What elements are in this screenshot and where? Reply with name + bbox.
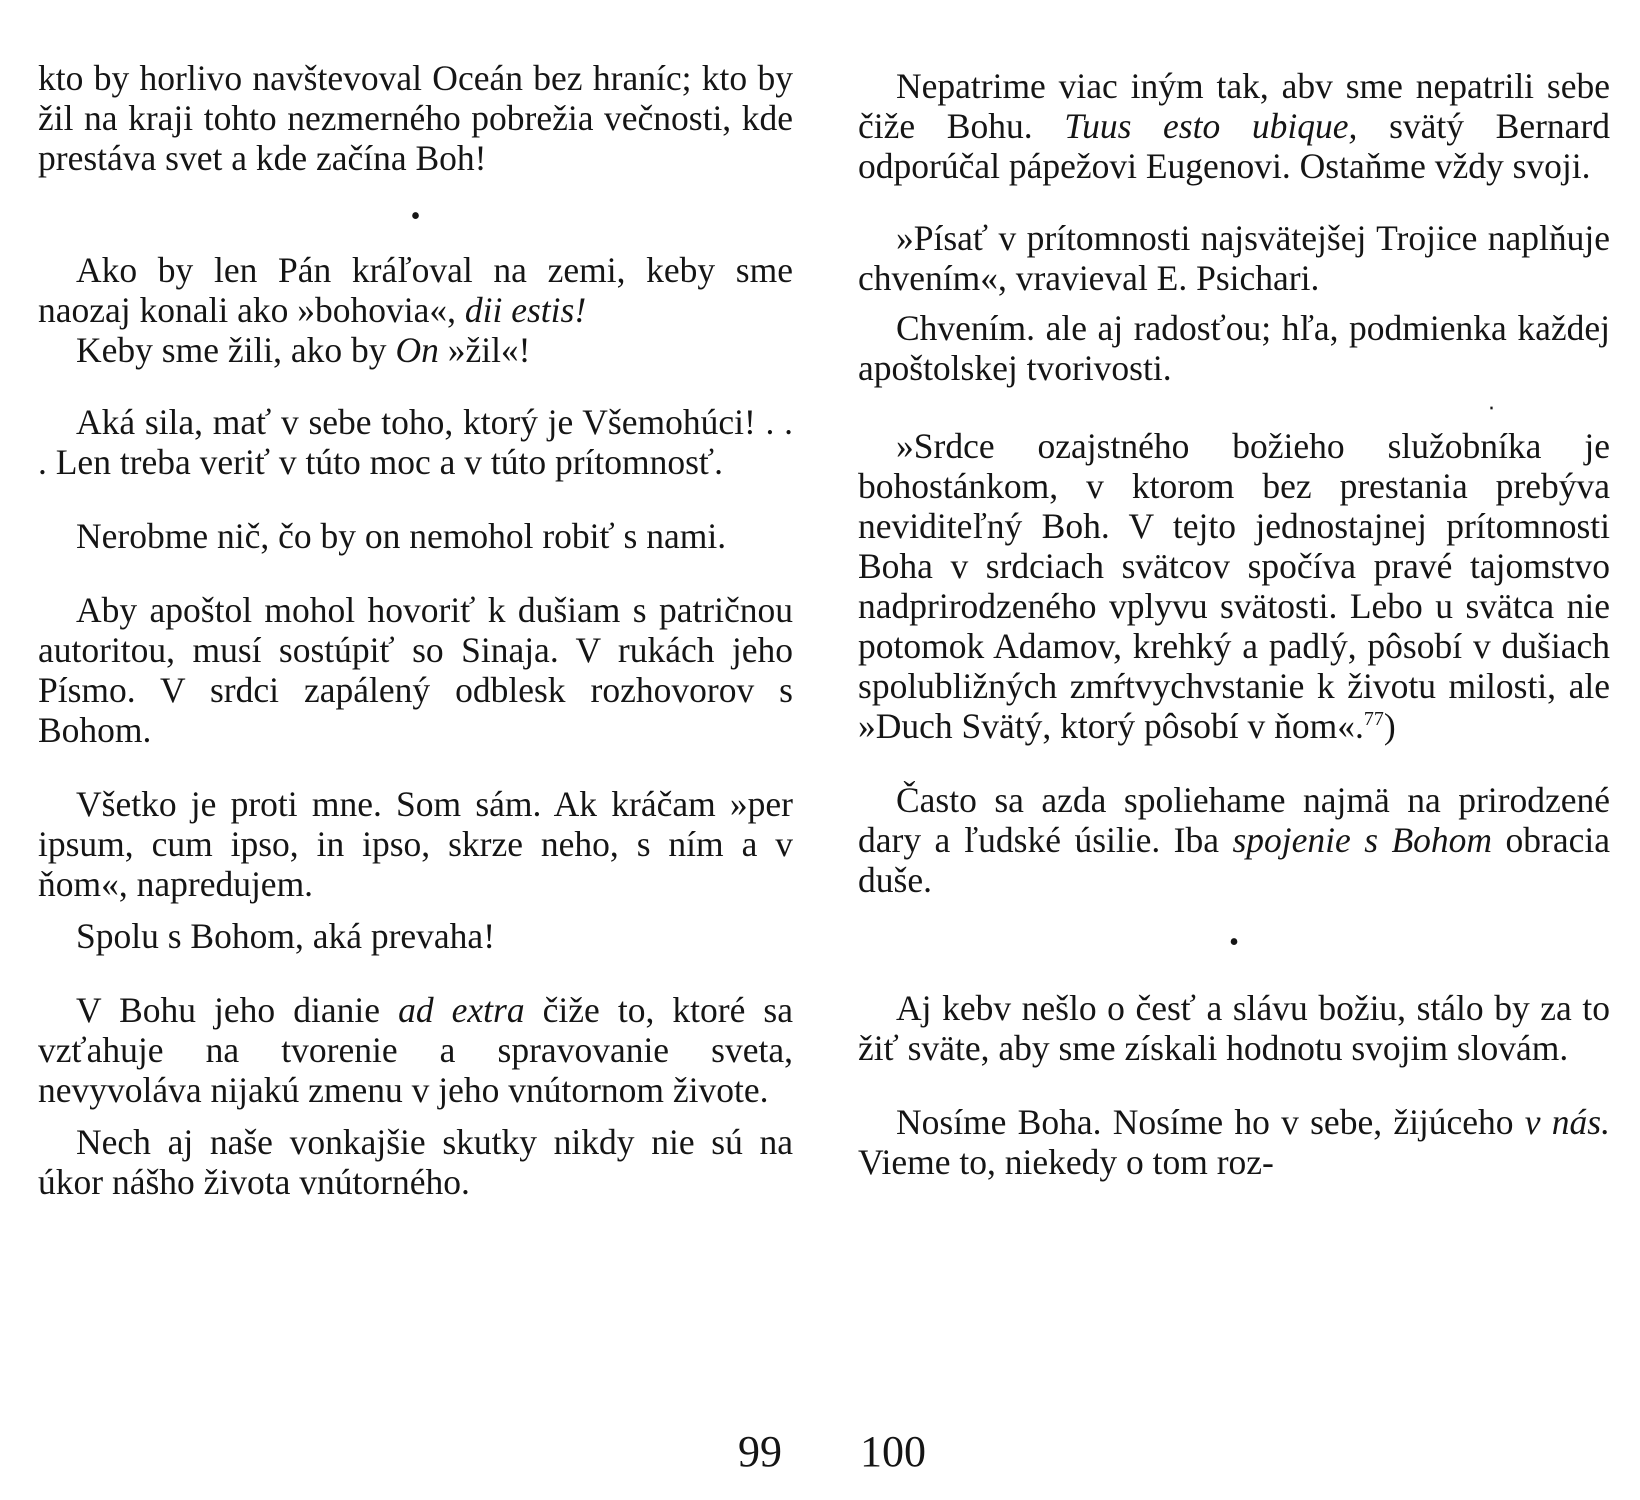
page-number: 99 [738,1427,782,1476]
separator-bullet [38,202,793,232]
paragraph: Aby apoštol mohol hovoriť k dušiam s patričnou autoritou, musí sostúpiť so Sinaja. V rukách jeho Písmo. V srdci zapálený odblesk rozhovorov s Bohom. [38,590,793,750]
paragraph: Chvením. ale aj radosťou; hľa, podmienka každej apoštolskej tvorivosti. [858,308,1610,388]
paragraph: Spolu s Bohom, aká prevaha! [76,916,496,956]
paragraph: »Písať v prítomnosti najsvätejšej Trojice naplňuje chvením«, vravieval E. Psichari. [858,218,1610,298]
paragraph: Nech aj naše vonkajšie skutky nikdy nie sú na úkor nášho života vnútorného. [38,1122,793,1202]
paragraph: Ako by len Pán kráľoval na zemi, keby sme naozaj konali ako »bohovia«, dii estis! [38,250,793,330]
paragraph: Keby sme žili, ako by On »žil«! [76,330,531,370]
separator-dot [858,398,1610,420]
paragraph: Aká sila, mať v sebe toho, ktorý je Všemohúci! . . . Len treba veriť v túto moc a v túto prítomnosť. [38,402,793,482]
paragraph: Nosíme Boha. Nosíme ho v sebe, žijúceho v nás. Vieme to, niekedy o tom roz- [858,1102,1610,1182]
paragraph: Aj kebv nešlo o česť a slávu božiu, stálo by za to žiť sväte, aby sme získali hodnotu svojim slovám. [858,988,1610,1068]
paragraph: Nerobme nič, čo by on nemohol robiť s nami. [76,516,727,556]
paragraph: V Bohu jeho dianie ad extra čiže to, ktoré sa vzťahuje na tvorenie a spravovanie sveta, nevyvoláva nijakú zmenu v jeho vnútornom živote. [38,990,793,1110]
paragraph: Nepatrime viac iným tak, abv sme nepatrili sebe čiže Bohu. Tuus esto ubique, svätý Bernard odporúčal pápežovi Eugenovi. Ostaňme vždy svoji. [858,66,1611,186]
paragraph: Často sa azda spoliehame najmä na prirodzené dary a ľudské úsilie. Iba spojenie s Bohom obracia duše. [858,780,1610,900]
separator-bullet [858,928,1610,958]
left-page [38,58,793,1202]
paragraph: Všetko je proti mne. Som sám. Ak kráčam »per ipsum, cum ipso, in ipso, skrze neho, s ním a v ňom«, napredujem. [38,784,793,904]
right-page [858,66,1610,1182]
paragraph: »Srdce ozajstného božieho služobníka je bohostánkom, v ktorom bez prestania prebýva neviditeľný Boh. V tejto jednostajnej prítomnosti Boha v srdciach svätcov spočíva pravé tajomstvo nadprirodzeného vplyvu svätosti. Lebo u svätca nie potomok Adamov, krehký a padlý, pôsobí v dušiach spolubližných zmŕtvychvstanie k životu milosti, ale »Duch Svätý, ktorý pôsobí v ňom«.$^{77}$) [858,426,1610,746]
page-number: 100 [860,1427,926,1476]
paragraph: kto by horlivo navštevoval Oceán bez hraníc; kto by žil na kraji tohto nezmerného pobrežia večnosti, kde prestáva svet a kde začína Boh! [38,58,793,178]
